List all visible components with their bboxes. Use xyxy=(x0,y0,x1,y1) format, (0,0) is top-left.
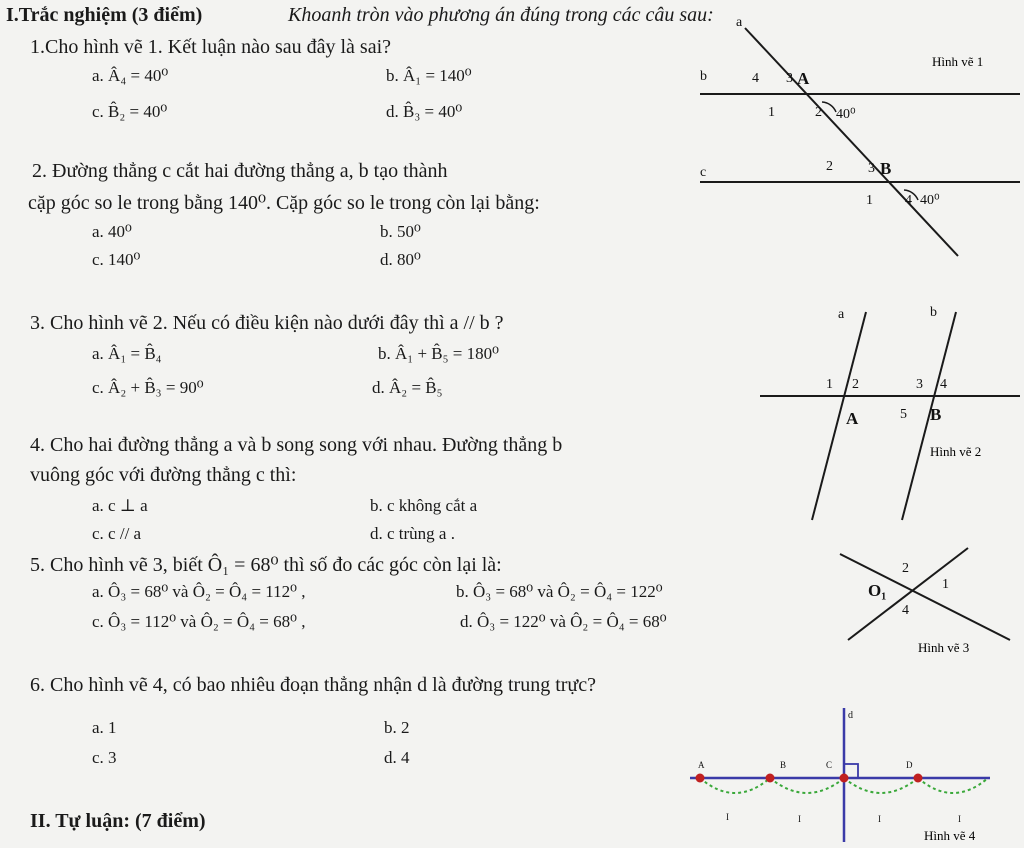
fig4-caption: Hình vẽ 4 xyxy=(924,828,976,843)
fig2-point-A: A xyxy=(846,409,859,428)
q5-option-a[interactable]: a. Ô₃ = 68⁰ và Ô₂ = Ô₄ = 112⁰ , xyxy=(92,582,306,601)
q4-option-b[interactable]: b. c không cắt a xyxy=(370,496,478,515)
fig1-angle-A4: 4 xyxy=(752,71,759,86)
q1-option-a[interactable]: a. Â₄ = 40⁰ xyxy=(92,66,169,85)
fig2-angle-B5: 5 xyxy=(900,407,907,422)
q3-option-c[interactable]: c. Â₂ + B̂₃ = 90⁰ xyxy=(92,378,204,397)
figure-1 xyxy=(700,15,1020,256)
fig4-label-A: A xyxy=(698,760,705,770)
fig1-point-A: A xyxy=(797,69,810,88)
q1-option-b[interactable]: b. Â₁ = 140⁰ xyxy=(386,66,472,85)
q3-option-b[interactable]: b. Â₁ + B̂₅ = 180⁰ xyxy=(378,344,499,363)
fig2-angle-B3: 3 xyxy=(916,377,923,392)
q5-option-b[interactable]: b. Ô₃ = 68⁰ và Ô₂ = Ô₄ = 122⁰ xyxy=(456,582,663,601)
fig3-angle-2: 2 xyxy=(902,561,909,576)
fig1-angle-value-A: 40⁰ xyxy=(836,107,856,122)
fig1-label-a: a xyxy=(736,15,743,30)
fig2-label-b: b xyxy=(930,305,937,320)
fig4-point-D xyxy=(914,774,923,783)
q1-option-c[interactable]: c. B̂₂ = 40⁰ xyxy=(92,102,168,121)
q4-stem-line2: vuông góc với đường thẳng c thì: xyxy=(30,464,297,486)
q2-option-c[interactable]: c. 140⁰ xyxy=(92,250,141,269)
fig1-angle-B3: 3 xyxy=(868,161,875,176)
fig1-angle-A2: 2 xyxy=(815,105,822,120)
fig1-angle-B2: 2 xyxy=(826,159,833,174)
q3-option-a[interactable]: a. Â₁ = B̂₄ xyxy=(92,344,162,363)
fig4-tick-1: I xyxy=(726,812,729,822)
fig4-tick-4: I xyxy=(958,814,961,824)
q2-option-a[interactable]: a. 40⁰ xyxy=(92,222,132,241)
q4-option-a[interactable]: a. c ⊥ a xyxy=(92,496,148,515)
q2-stem-line1: 2. Đường thẳng c cắt hai đường thẳng a, b tạo thành xyxy=(32,160,448,182)
q5-option-c[interactable]: c. Ô₃ = 112⁰ và Ô₂ = Ô₄ = 68⁰ , xyxy=(92,612,306,631)
fig1-angle-A1: 1 xyxy=(768,105,775,120)
fig4-label-d: d xyxy=(848,710,853,721)
fig1-caption: Hình vẽ 1 xyxy=(932,54,984,69)
figure-4 xyxy=(690,708,990,843)
fig1-point-B: B xyxy=(880,159,892,178)
fig3-angle-1: 1 xyxy=(942,577,949,592)
q4-stem-line1: 4. Cho hai đường thẳng a và b song song với nhau. Đường thẳng b xyxy=(30,434,563,456)
fig2-line-b xyxy=(902,312,956,520)
fig3-caption: Hình vẽ 3 xyxy=(918,640,970,655)
fig4-point-C xyxy=(840,774,849,783)
fig1-angle-value-B: 40⁰ xyxy=(920,193,940,208)
q1-stem: 1.Cho hình vẽ 1. Kết luận nào sau đây là sai? xyxy=(30,36,392,58)
fig3-point-O: O₁ xyxy=(868,581,887,600)
fig4-arc-4 xyxy=(918,778,988,793)
fig2-angle-B4: 4 xyxy=(940,377,947,392)
fig1-angle-A3: 3 xyxy=(786,71,793,86)
q4-option-c[interactable]: c. c // a xyxy=(92,524,142,543)
fig3-angle-4: 4 xyxy=(902,603,909,618)
fig1-label-b: b xyxy=(700,69,707,84)
fig2-caption: Hình vẽ 2 xyxy=(930,444,982,459)
fig2-angle-A1: 1 xyxy=(826,377,833,392)
q6-option-d[interactable]: d. 4 xyxy=(384,748,410,767)
section1-title: I.Trắc nghiệm (3 điểm) xyxy=(6,4,203,26)
q6-option-c[interactable]: c. 3 xyxy=(92,748,117,767)
q6-option-a[interactable]: a. 1 xyxy=(92,718,117,737)
fig4-arc-2 xyxy=(770,778,844,793)
q5-option-d[interactable]: d. Ô₃ = 122⁰ và Ô₂ = Ô₄ = 68⁰ xyxy=(460,612,667,631)
fig1-line-a xyxy=(745,28,958,256)
fig1-angle-B4: 4 xyxy=(905,193,912,208)
fig2-angle-A2: 2 xyxy=(852,377,859,392)
q1-option-d[interactable]: d. B̂₃ = 40⁰ xyxy=(386,102,463,121)
fig4-tick-3: I xyxy=(878,814,881,824)
fig4-label-B: B xyxy=(780,760,787,770)
q2-option-b[interactable]: b. 50⁰ xyxy=(380,222,421,241)
section2-title: II. Tự luận: (7 điểm) xyxy=(30,810,206,832)
q6-stem: 6. Cho hình vẽ 4, có bao nhiêu đoạn thẳng nhận d là đường trung trực? xyxy=(30,674,597,696)
q2-option-d[interactable]: d. 80⁰ xyxy=(380,250,421,269)
fig2-label-a: a xyxy=(838,307,845,322)
fig1-angle-arc-A xyxy=(822,102,836,112)
fig1-angle-B1: 1 xyxy=(866,193,873,208)
q2-stem-line2: cặp góc so le trong bằng 140⁰. Cặp góc so le trong còn lại bằng: xyxy=(28,192,540,214)
q3-stem: 3. Cho hình vẽ 2. Nếu có điều kiện nào dưới đây thì a // b ? xyxy=(30,312,504,334)
figure-3 xyxy=(840,548,1010,655)
q5-stem: 5. Cho hình vẽ 3, biết Ô₁ = 68⁰ thì số đo các góc còn lại là: xyxy=(30,554,502,576)
q4-option-d[interactable]: d. c trùng a . xyxy=(370,524,455,543)
fig1-label-c: c xyxy=(700,165,707,180)
fig2-point-B: B xyxy=(930,405,942,424)
fig4-arc-3 xyxy=(844,778,918,793)
fig4-label-C: C xyxy=(826,760,833,770)
q3-option-d[interactable]: d. Â₂ = B̂₅ xyxy=(372,378,443,397)
q6-option-b[interactable]: b. 2 xyxy=(384,718,410,737)
fig4-label-D: D xyxy=(906,760,913,770)
figure-2 xyxy=(760,305,1020,520)
fig4-point-B xyxy=(766,774,775,783)
fig4-point-A xyxy=(696,774,705,783)
fig4-tick-2: I xyxy=(798,814,801,824)
section1-instruction: Khoanh tròn vào phương án đúng trong các câu sau: xyxy=(288,4,714,26)
fig4-arc-1 xyxy=(700,778,770,793)
